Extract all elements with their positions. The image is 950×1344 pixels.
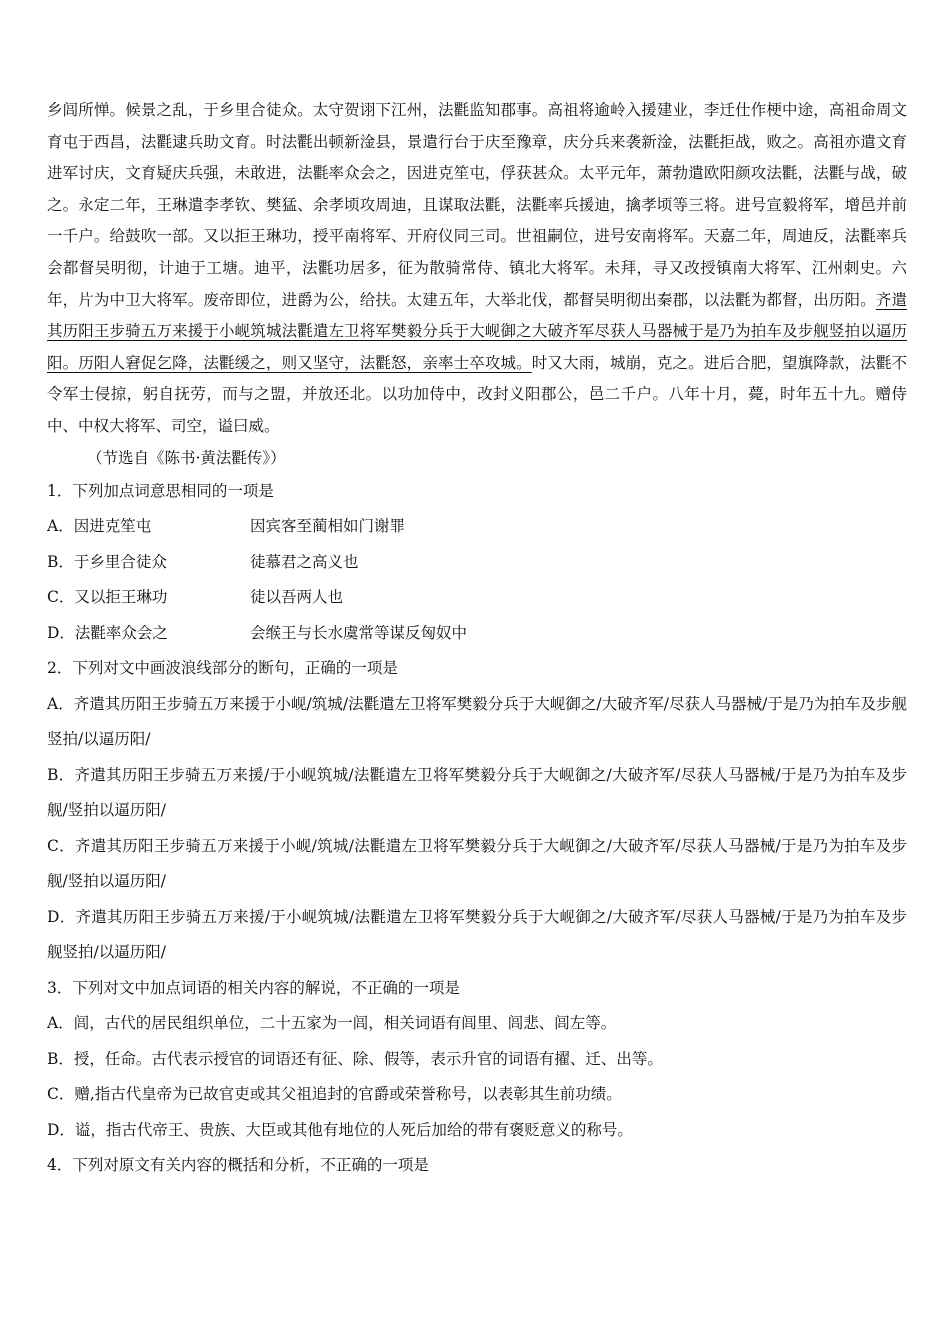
option-right: 会缑王与长水虞常等谋反匈奴中 — [250, 623, 468, 642]
passage-text-before: 乡闾所惮。候景之乱，于乡里合徒众。太守贺诩下江州，法氍监知郡事。高祖将逾岭入援建业，李迁仕作梗中途，高祖命周文育屯于西昌，法氍逮兵助文育。时法氍出顿新淦县，景遣行台于庆至豫章，庆分兵来袭新淦，法氍拒战，败之。高祖亦遣文育进军讨庆，文育疑庆兵强，未敢进，法氍率众会之，因进克笙屯，俘获甚众。太平元年，萧勃遣欧阳颜攻法氍，法氍与战，破之。永定二年，王琳遣李孝钦、樊猛、余孝顷攻周迪，且谋取法氍，法氍率兵援迪，擒孝顷等三将。进号宣毅将军，增邑并前一千户。给鼓吹一部。又以拒王琳功，授平南将军、开府仪同三司。世祖嗣位，进号安南将军。天嘉二年，周迪反，法氍率兵会都督吴明彻，计迪于工塘。迪平，法氍功居多，征为散骑常侍、镇北大将军。未拜，寻又改授镇南大将军、江州刺史。六年，片为中卫大将军。废帝即位，进爵为公，给扶。太建五年，大举北伐，都督吴明彻出秦郡，以法氍为都督，出历阳。 — [47, 101, 907, 309]
question-3-option-a: A．闾，古代的居民组织单位，二十五家为一闾，相关词语有闾里、闾悲、闾左等。 — [47, 1014, 617, 1033]
question-2-option-a: A．齐遣其历阳王步骑五万来援于小岘/筑城/法氍遣左卫将军樊毅分兵于大岘御之/大破齐军/尽获人马器械/于是乃为拍车及步舰竖拍/以逼历阳/ — [47, 694, 907, 749]
option-right: 徒慕君之高义也 — [250, 552, 359, 571]
question-2-stem: 2．下列对文中画波浪线部分的断句，正确的一项是 — [47, 659, 398, 678]
option-left: C．又以拒王琳功 — [47, 588, 168, 607]
question-3-option-d: D．谥，指古代帝王、贵族、大臣或其他有地位的人死后加给的带有褒贬意义的称号。 — [47, 1120, 633, 1139]
question-2-option-d: D．齐遣其历阳王步骑五万来援/于小岘筑城/法氍遣左卫将军樊毅分兵于大岘御之/大破齐军/尽获人马器械/于是乃为拍车及步舰竖拍/以逼历阳/ — [47, 907, 907, 962]
option-right: 徒以吾两人也 — [250, 588, 344, 607]
passage-paragraph — [47, 95, 907, 443]
option-right: 因宾客至蔺相如门谢罪 — [250, 517, 406, 536]
question-1-option-c — [47, 580, 907, 616]
document-page — [47, 95, 907, 1184]
passage-text-after: 时又大雨，城崩，克之。进后合肥，望旗降款，法氍不令军士侵掠，躬自抚劳，而与之盟，并放还北。以功加侍中，改封义阳郡公，邑二千户。八年十月，薨，时年五十九。赠侍中、中权大将军、司空，谥曰威。 — [47, 353, 907, 435]
question-1-option-b — [47, 545, 907, 581]
passage-wavy-underline: 齐遣其历阳王步骑五万来援于小岘筑城法氍遣左卫将军樊毅分兵于大岘御之大破齐军尽获人马器械于是乃为拍车及步舰竖拍以逼历阳。历阳人窘促乞降，法氍缓之，则又坚守，法氍怒，亲率士卒攻城。 — [47, 290, 907, 372]
question-3-stem: 3．下列对文中加点词语的相关内容的解说，不正确的一项是 — [47, 978, 460, 997]
option-left: A．因进克笙屯 — [47, 517, 152, 536]
question-1-stem: 1．下列加点词意思相同的一项是 — [47, 481, 274, 500]
option-left: D．法氍率众会之 — [47, 623, 168, 642]
question-3-option-b: B．授，任命。古代表示授官的词语还有征、除、假等，表示升官的词语有擢、迁、出等。 — [47, 1049, 663, 1068]
option-left: B．于乡里合徒众 — [47, 552, 167, 571]
question-2-option-b: B．齐遣其历阳王步骑五万来援/于小岘筑城/法氍遣左卫将军樊毅分兵于大岘御之/大破齐军/尽获人马器械/于是乃为拍车及步舰/竖拍以逼历阳/ — [47, 765, 907, 820]
question-4-stem: 4．下列对原文有关内容的概括和分析，不正确的一项是 — [47, 1156, 429, 1175]
question-2-option-c: C．齐遣其历阳王步骑五万来援于小岘/筑城/法氍遣左卫将军樊毅分兵于大岘御之/大破齐军/尽获人马器械/于是乃为拍车及步舰/竖拍以逼历阳/ — [47, 836, 907, 891]
question-3-option-c: C．赠,指古代皇帝为已故官吏或其父祖追封的官爵或荣誉称号，以表彰其生前功绩。 — [47, 1085, 622, 1104]
passage-source: （节选自《陈书·黄法氍传》） — [87, 448, 286, 467]
question-1-option-a — [47, 509, 907, 545]
question-1-option-d — [47, 616, 907, 652]
